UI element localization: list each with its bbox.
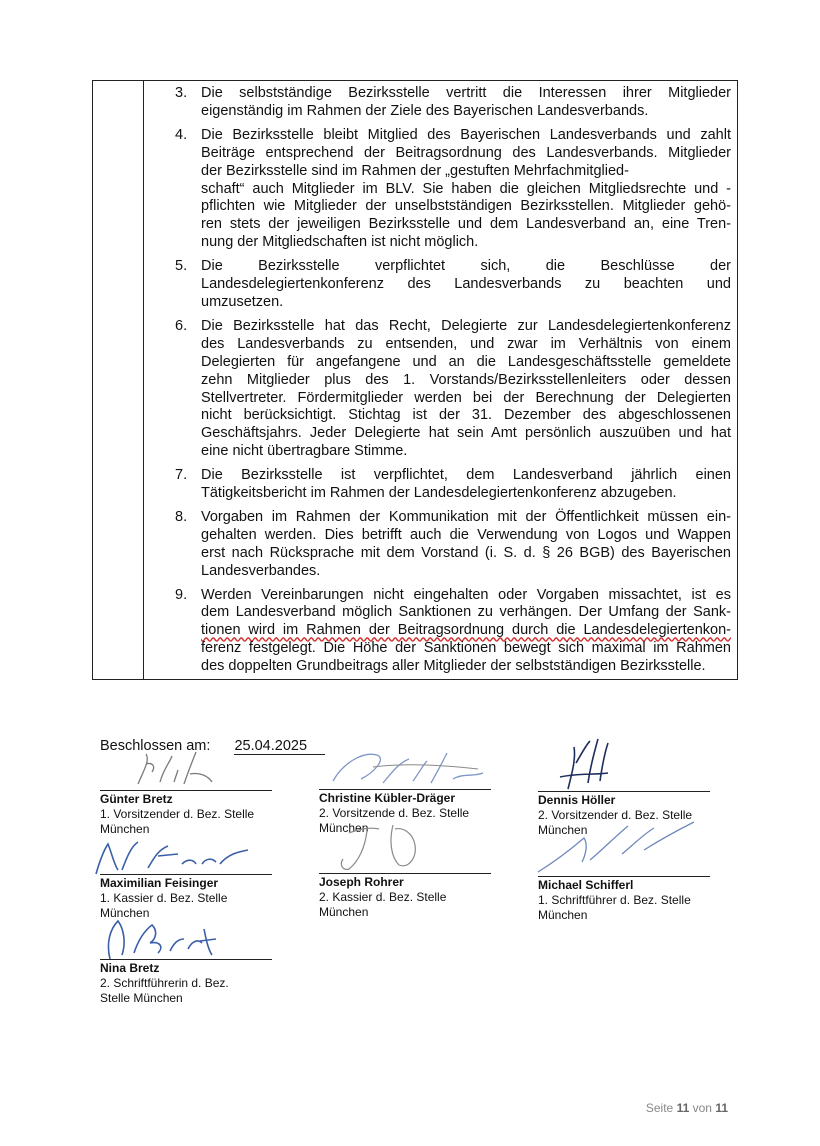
clause-text bbox=[201, 85, 731, 121]
signatory-location: München bbox=[319, 905, 369, 919]
signature-block-guenter-bretz bbox=[100, 790, 272, 837]
handwritten-signature-icon bbox=[538, 733, 648, 793]
signatory-name: Maximilian Feisinger bbox=[100, 876, 219, 890]
clause-line: gehalten werden. Dies betrifft auch die Verwendung von Logos und Wappen bbox=[201, 526, 731, 543]
footer-prefix: Seite bbox=[645, 1101, 674, 1115]
clause-line: Die Bezirksstelle bleibt Mitglied des Bayerischen Landesverbands und zahlt bbox=[201, 126, 731, 143]
clause-line: Landesdelegiertenkonferenz des Landesverbands zu beachten und bbox=[201, 276, 731, 293]
clause-line: des Landesverbands zu entsenden, und zwar im Verhältnis von einem bbox=[201, 335, 731, 352]
clause-line: dem Landesverband möglich Sanktionen zu verhängen. Der Umfang der Sank- bbox=[201, 604, 731, 621]
clause-item-6 bbox=[175, 318, 731, 461]
clause-list bbox=[175, 85, 731, 682]
signatory-role: 2. Vorsitzender d. Bez. Stelle bbox=[538, 808, 693, 822]
clause-line: Delegierten für angefangene und an die Landesgeschäftsstelle gemeldete bbox=[201, 353, 731, 370]
clause-line: Tätigkeitsbericht im Rahmen der Landesdelegiertenkonferenz abzugeben. bbox=[201, 485, 677, 502]
handwritten-signature-icon bbox=[100, 913, 240, 965]
clause-item-5 bbox=[175, 258, 731, 312]
clause-line: umzusetzen. bbox=[201, 293, 284, 310]
signatory-location: München bbox=[100, 822, 150, 836]
signatory-role: 1. Schriftführer d. Bez. Stelle bbox=[538, 893, 691, 907]
clause-line: schaft“ auch Mitglieder im BLV. Sie haben die gleichen Mitgliedsrechte und - bbox=[201, 180, 731, 197]
signatory-role: 2. Schriftführerin d. Bez. bbox=[100, 976, 229, 990]
page-number-footer bbox=[646, 1101, 728, 1115]
signatory-role: 1. Vorsitzender d. Bez. Stelle bbox=[100, 807, 255, 821]
signatory-location: Stelle München bbox=[100, 991, 183, 1005]
signatory-location: München bbox=[538, 908, 588, 922]
clause-line: pflichten wie Mitglieder der unselbstständigen Bezirksstellen. Mitglieder gehö- bbox=[201, 198, 731, 215]
footer-separator: von bbox=[692, 1101, 712, 1115]
clause-line: eigenständig im Rahmen der Ziele des Bayerischen Landesverbands. bbox=[201, 102, 649, 119]
handwritten-signature-icon bbox=[524, 814, 704, 878]
signatory-location: München bbox=[319, 821, 369, 835]
resolution-date: 25.04.2025 bbox=[234, 739, 325, 755]
clause-item-8 bbox=[175, 509, 731, 581]
handwritten-signature-icon bbox=[100, 742, 230, 792]
clause-line: der Bezirksstelle sind im Rahmen der „gestuften Mehrfachmitglied- bbox=[201, 162, 629, 179]
handwritten-signature-icon bbox=[78, 834, 258, 884]
clause-number: 7. bbox=[175, 467, 188, 484]
clause-line: Die selbstständige Bezirksstelle vertritt die Interessen ihrer Mitglieder bbox=[201, 85, 731, 101]
signatory-location: München bbox=[100, 906, 150, 920]
clause-line: zehn Mitglieder plus des 1. Vorstands/Bezirksstellenleiters oder dessen bbox=[201, 371, 731, 388]
clause-line: erst nach Rücksprache mit dem Vorstand (i. S. d. § 26 BGB) des Bayerischen bbox=[201, 544, 731, 561]
clause-line: Die Bezirksstelle verpflichtet sich, die Beschlüsse der bbox=[201, 258, 731, 275]
clause-line: Landesverbandes. bbox=[201, 562, 321, 579]
resolution-label: Beschlossen am: bbox=[100, 738, 211, 754]
clause-line: Beiträge entsprechend der Beitragsordnung des Landesverbands. Mitglieder bbox=[201, 144, 731, 161]
clause-number: 3. bbox=[175, 85, 188, 101]
signatory-role: 2. Kassier d. Bez. Stelle bbox=[319, 890, 447, 904]
clause-item-3 bbox=[175, 85, 731, 121]
clause-item-4 bbox=[175, 127, 731, 252]
signature-block-michael-schifferl bbox=[538, 876, 710, 923]
clause-line: nung der Mitgliedschaften ist nicht möglich. bbox=[201, 234, 479, 251]
clause-line: des doppelten Grundbeitrags aller Mitglieder der selbstständigen Bezirksstelle. bbox=[201, 658, 706, 675]
clause-line: Stellvertreter. Fördermitglieder werden bei der Berechnung der Delegierten bbox=[201, 389, 731, 406]
signature-block-nina-bretz bbox=[100, 959, 272, 1006]
clause-text bbox=[201, 467, 731, 503]
clause-number: 5. bbox=[175, 258, 188, 275]
handwritten-signature-icon bbox=[313, 743, 488, 795]
clause-line: ren stets der jeweiligen Bezirksstelle und dem Landesverband an, eine Tren- bbox=[201, 216, 731, 233]
clause-line: Die Bezirksstelle hat das Recht, Delegierte zur Landesdelegiertenkonferenz bbox=[201, 317, 731, 334]
clause-line: Die Bezirksstelle ist verpflichtet, dem Landesverband jährlich einen bbox=[201, 467, 731, 484]
clause-line: Werden Vereinbarungen nicht eingehalten oder Vorgaben missachtet, ist es bbox=[201, 586, 731, 603]
clause-line: ferenz festgelegt. Die Höhe der Sanktionen bewegt sich maximal im Rahmen bbox=[201, 640, 731, 657]
clause-line: Vorgaben im Rahmen der Kommunikation mit der Öffentlichkeit müssen ein- bbox=[201, 508, 731, 525]
total-pages: 11 bbox=[715, 1101, 728, 1115]
clause-number: 8. bbox=[175, 508, 188, 525]
signature-block-joseph-rohrer bbox=[319, 873, 491, 920]
signatory-name: Günter Bretz bbox=[100, 792, 173, 806]
signatory-location: München bbox=[538, 823, 588, 837]
signatory-name: Nina Bretz bbox=[100, 961, 160, 975]
clause-text bbox=[201, 587, 731, 677]
handwritten-signature-icon bbox=[319, 813, 459, 875]
signatory-role: 1. Kassier d. Bez. Stelle bbox=[100, 891, 228, 905]
clause-line: Geschäftsjahrs. Jeder Delegierte hat sein Amt persönlich auszuüben und hat bbox=[201, 425, 731, 442]
signatory-name: Dennis Höller bbox=[538, 793, 616, 807]
clause-line: tionen wird im Rahmen der Beitragsordnung durch die Landesdelegiertenkon- bbox=[201, 622, 731, 639]
clause-number: 4. bbox=[175, 126, 188, 143]
clause-number: 9. bbox=[175, 586, 188, 603]
clause-line: nicht berücksichtigt. Stichtag ist der 31. Dezember des abgeschlossenen bbox=[201, 407, 731, 424]
table-left-column bbox=[93, 81, 144, 679]
clause-text bbox=[201, 258, 731, 312]
signatory-name: Michael Schifferl bbox=[538, 878, 634, 892]
clause-text bbox=[201, 509, 731, 581]
current-page: 11 bbox=[676, 1101, 690, 1115]
clause-line: eine nicht übertragbare Stimme. bbox=[201, 443, 408, 460]
signatory-name: Christine Kübler-Dräger bbox=[319, 791, 456, 805]
signatory-name: Joseph Rohrer bbox=[319, 875, 404, 889]
signatory-role: 2. Vorsitzende d. Bez. Stelle bbox=[319, 806, 470, 820]
clause-text bbox=[201, 318, 731, 461]
clause-text bbox=[201, 127, 731, 252]
clause-item-7 bbox=[175, 467, 731, 503]
clause-item-9 bbox=[175, 587, 731, 677]
clause-number: 6. bbox=[175, 317, 188, 334]
statute-table bbox=[92, 80, 738, 680]
